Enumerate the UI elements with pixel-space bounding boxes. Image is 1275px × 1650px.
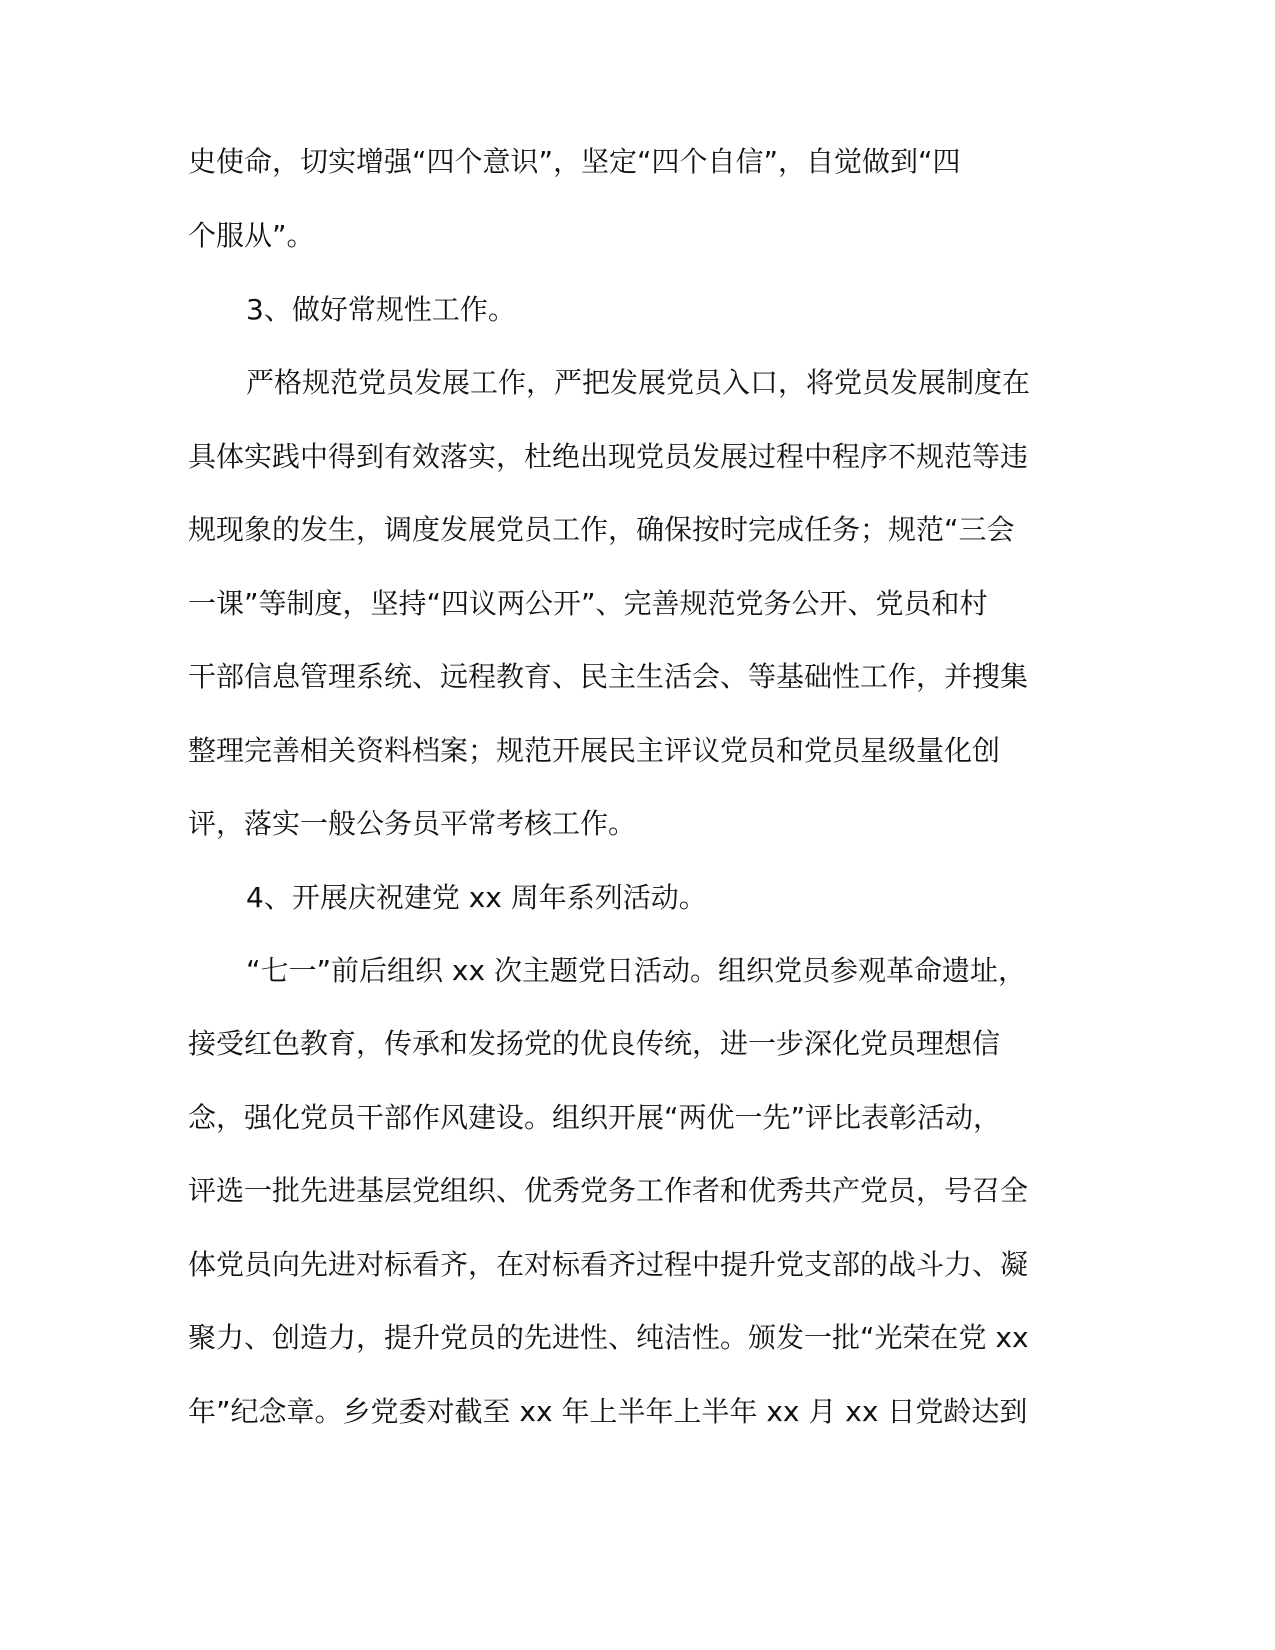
text-line: 评选一批先进基层党组织、优秀党务工作者和优秀共产党员，号召全 bbox=[188, 1174, 1029, 1207]
section-heading-4: 4、开展庆祝建党 xx 周年系列活动。 bbox=[246, 881, 707, 914]
text-line: 具体实践中得到有效落实，杜绝出现党员发展过程中程序不规范等违 bbox=[188, 440, 1029, 473]
text-line: 体党员向先进对标看齐，在对标看齐过程中提升党支部的战斗力、凝 bbox=[188, 1248, 1029, 1281]
text-line: 规现象的发生，调度发展党员工作，确保按时完成任务；规范“三会 bbox=[188, 513, 1015, 546]
text-line: 一课”等制度，坚持“四议两公开”、完善规范党务公开、党员和村 bbox=[188, 587, 988, 620]
text-line: 史使命，切实增强“四个意识”，坚定“四个自信”，自觉做到“四 bbox=[188, 145, 961, 178]
text-line: 年”纪念章。乡党委对截至 xx 年上半年上半年 xx 月 xx 日党龄达到 bbox=[188, 1395, 1028, 1428]
text-line: 个服从”。 bbox=[188, 219, 315, 252]
text-line: 严格规范党员发展工作，严把发展党员入口，将党员发展制度在 bbox=[246, 366, 1031, 399]
text-line: 念，强化党员干部作风建设。组织开展“两优一先”评比表彰活动， bbox=[188, 1101, 1002, 1134]
text-line: 评，落实一般公务员平常考核工作。 bbox=[188, 807, 637, 840]
text-line: 接受红色教育，传承和发扬党的优良传统，进一步深化党员理想信 bbox=[188, 1027, 1001, 1060]
section-heading-3: 3、做好常规性工作。 bbox=[246, 293, 516, 326]
text-line: “七一”前后组织 xx 次主题党日活动。组织党员参观革命遗址， bbox=[246, 954, 1026, 987]
text-line: 聚力、创造力，提升党员的先进性、纯洁性。颁发一批“光荣在党 xx bbox=[188, 1321, 1029, 1354]
text-line: 干部信息管理系统、远程教育、民主生活会、等基础性工作，并搜集 bbox=[188, 660, 1029, 693]
text-line: 整理完善相关资料档案；规范开展民主评议党员和党员星级量化创 bbox=[188, 734, 1001, 767]
